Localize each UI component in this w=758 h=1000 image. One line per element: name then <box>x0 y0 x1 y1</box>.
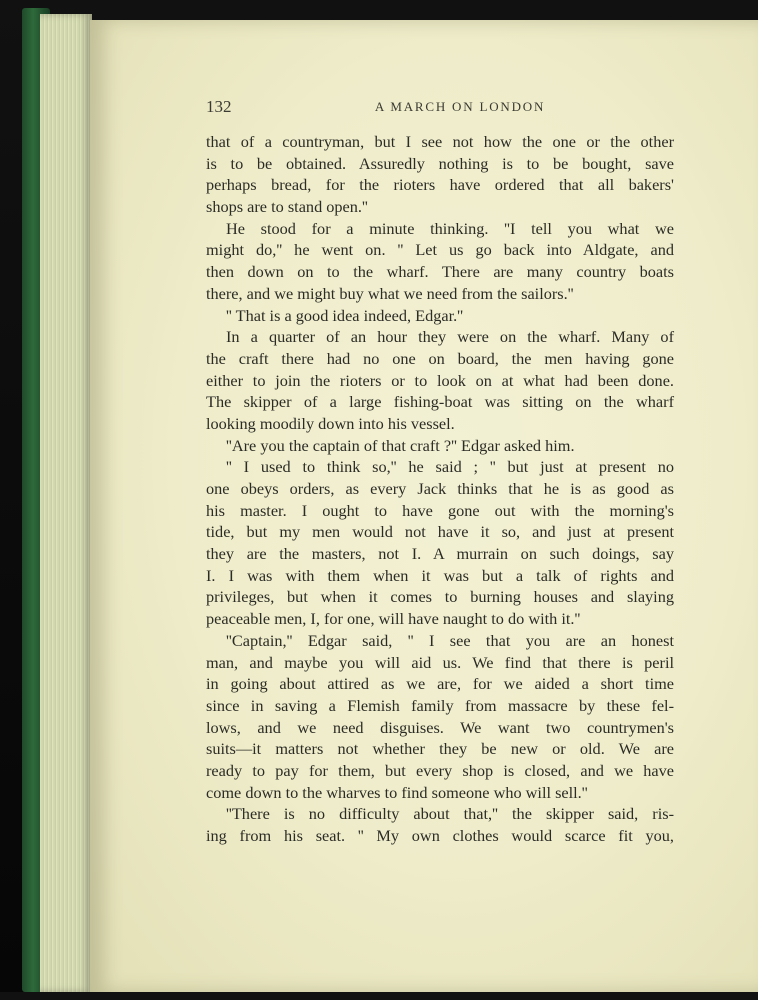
text-line: lows, and we need disguises. We want two countrymen's <box>206 717 674 737</box>
text-line: since in saving a Flemish family from massacre by these fel- <box>206 695 674 715</box>
text-line: ing from his seat. '' My own clothes would scarce fit you, <box>206 826 674 845</box>
text-line: ''There is no difficulty about that,'' the skipper said, ris- <box>226 804 674 824</box>
text-line: tide, but my men would not have it so, and just at present <box>206 522 674 542</box>
text-line: shops are to stand open.'' <box>206 197 368 217</box>
text-line: The skipper of a large fishing-boat was sitting on the wharf <box>206 392 674 412</box>
text-line: might do,'' he went on. '' Let us go back into Aldgate, and <box>206 240 674 260</box>
page-header <box>206 97 674 117</box>
body-text <box>206 131 674 847</box>
text-line: is to be obtained. Assuredly nothing is to be bought, save <box>206 153 674 173</box>
text-line: man, and maybe you will aid us. We find that there is peril <box>206 652 674 672</box>
text-line: privileges, but when it comes to burning houses and slaying <box>206 587 674 607</box>
text-line: come down to the wharves to find someone who will sell.'' <box>206 782 588 802</box>
text-line: ready to pay for them, but every shop is closed, and we have <box>206 760 674 780</box>
text-line: in going about attired as we are, for we aided a short time <box>206 674 674 694</box>
text-line: that of a countryman, but I see not how the one or the other <box>206 132 674 151</box>
text-line: He stood for a minute thinking. ''I tell you what we <box>226 218 674 238</box>
scan-bottom-edge <box>0 992 758 1000</box>
text-line: either to join the rioters or to look on at what had been done. <box>206 370 674 390</box>
text-line: peaceable men, I, for one, will have naught to do with it.'' <box>206 609 581 629</box>
text-line: there, and we might buy what we need from the sailors.'' <box>206 283 574 303</box>
text-line: they are the masters, not I. A murrain on such doings, say <box>206 544 674 564</box>
text-line: In a quarter of an hour they were on the wharf. Many of <box>226 327 674 347</box>
page-number: 132 <box>206 97 232 116</box>
text-line: ''Are you the captain of that craft ?'' Edgar asked him. <box>226 435 575 455</box>
text-line: ''Captain,'' Edgar said, '' I see that you are an honest <box>226 630 674 650</box>
text-line: '' That is a good idea indeed, Edgar.'' <box>226 305 464 325</box>
text-line: then down on to the wharf. There are many country boats <box>206 262 674 282</box>
text-line: the craft there had no one on board, the men having gone <box>206 348 674 368</box>
text-line: suits—it matters not whether they be new or old. We are <box>206 739 674 759</box>
text-line: one obeys orders, as every Jack thinks that he is as good as <box>206 479 674 498</box>
text-line: I. I was with them when it was but a talk of rights and <box>206 565 674 585</box>
page-stack-edge <box>40 14 92 992</box>
text-line: perhaps bread, for the rioters have ordered that all bakers' <box>206 175 674 195</box>
text-line: looking moodily down into his vessel. <box>206 413 455 433</box>
text-line: '' I used to think so,'' he said ; '' but just at present no <box>226 457 674 477</box>
text-line: his master. I ought to have gone out with the morning's <box>206 500 674 520</box>
running-head: A MARCH ON LONDON <box>374 99 546 114</box>
